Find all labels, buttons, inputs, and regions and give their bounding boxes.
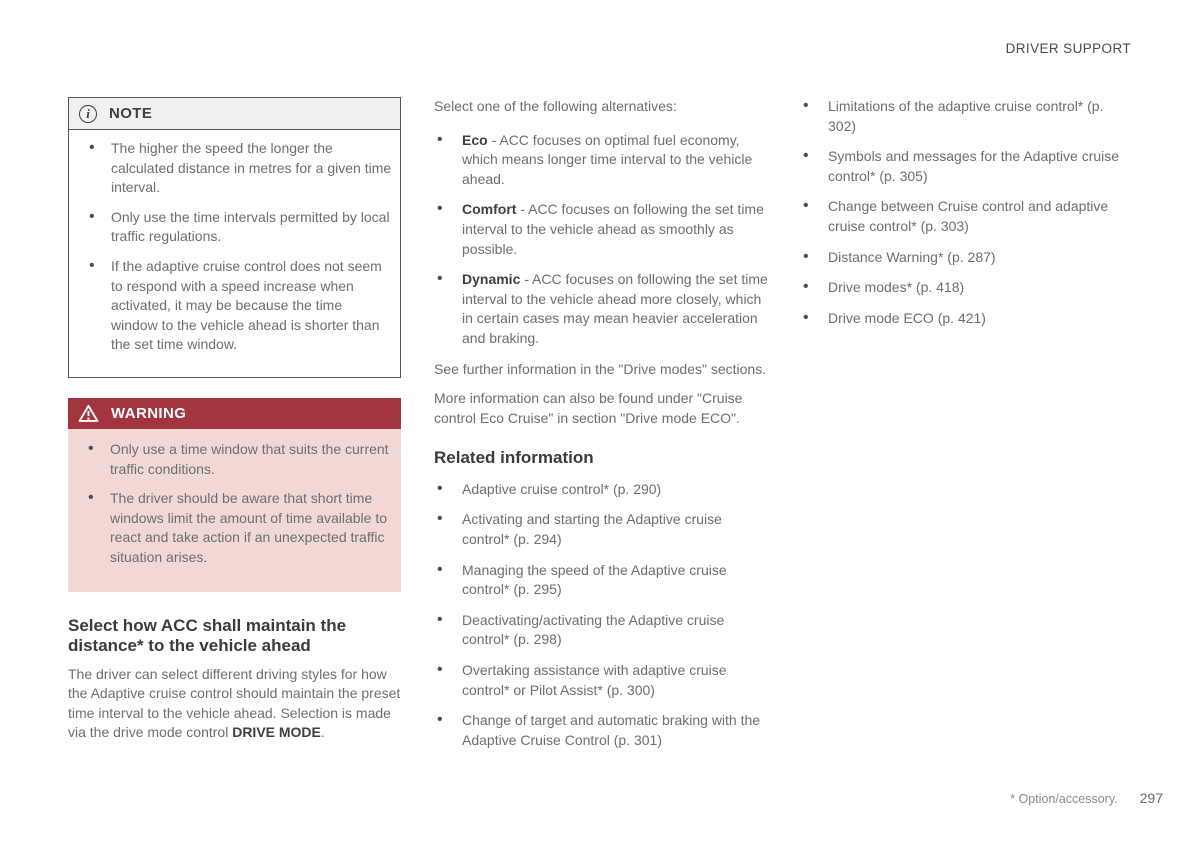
related-item: • Drive modes* (p. 418) [800, 278, 1134, 298]
note-item: • Only use the time intervals permitted by local traffic regulations. [69, 208, 392, 247]
note-box-header [69, 98, 400, 130]
warning-triangle-icon [78, 404, 99, 423]
related-list [434, 476, 771, 751]
section-paragraph [68, 665, 401, 743]
related-information-heading: Related information [434, 448, 594, 468]
warning-box-body [68, 429, 401, 592]
info-paragraph: More information can also be found under "Cruise control Eco Cruise" in section "Drive mode ECO". [434, 390, 743, 426]
alternatives-list [434, 127, 771, 349]
related-item: • Distance Warning* (p. 287) [800, 248, 1134, 268]
related-item: • Symbols and messages for the Adaptive cruise control* (p. 305) [800, 147, 1134, 186]
alternatives-intro: Select one of the following alternatives: [434, 98, 677, 114]
alternative-item [434, 270, 771, 348]
section-paragraph-text: The driver can select different driving styles for how the Adaptive cruise control should maintain the preset time interval to the vehicle ahead. Selection is made via the drive mode control [68, 665, 401, 741]
warning-item: • Only use a time window that suits the current traffic conditions. [68, 440, 393, 479]
related-item: • Overtaking assistance with adaptive cruise control* or Pilot Assist* (p. 300) [434, 661, 771, 700]
alternative-desc: - ACC focuses on following the set time interval to the vehicle ahead more closely, which in certain cases may mean heavier acceleration and braking. [462, 271, 768, 346]
warning-box-title: WARNING [111, 404, 187, 422]
related-item: • Adaptive cruise control* (p. 290) [434, 480, 771, 500]
related-list-continued [800, 97, 1134, 328]
note-box-title: NOTE [109, 104, 153, 122]
section-heading: Select how ACC shall maintain the distance* to the vehicle ahead [68, 615, 347, 655]
info-icon: i [79, 105, 97, 123]
page-footer [1010, 790, 1163, 806]
alternative-term: Eco [462, 131, 488, 148]
info-paragraph: See further information in the "Drive modes" sections. [434, 360, 767, 377]
related-item: • Deactivating/activating the Adaptive cruise control* (p. 298) [434, 611, 771, 650]
running-header: DRIVER SUPPORT [1005, 41, 1131, 56]
middle-column [434, 97, 771, 761]
alternative-desc: - ACC focuses on optimal fuel economy, which means longer time interval to the vehicle ahead. [462, 131, 753, 187]
note-item: • If the adaptive cruise control does not seem to respond with a speed increase when activated, it may be because the time window to the vehicle ahead is shorter than the set time window. [69, 257, 392, 355]
alternative-item [434, 131, 771, 190]
warning-item: • The driver should be aware that short time windows limit the amount of time available to react and take action if an unexpected traffic situation arises. [68, 489, 393, 567]
related-item: • Change between Cruise control and adaptive cruise control* (p. 303) [800, 197, 1134, 236]
alternative-term: Dynamic [462, 271, 521, 288]
warning-box [68, 398, 401, 592]
section-paragraph-end: . [320, 724, 325, 741]
alternative-desc: - ACC focuses on following the set time interval to the vehicle ahead as smoothly as possible. [462, 201, 764, 257]
related-item: • Drive mode ECO (p. 421) [800, 309, 1134, 329]
warning-list [68, 429, 401, 592]
warning-box-header [68, 398, 401, 429]
left-column [68, 97, 401, 753]
related-item: • Activating and starting the Adaptive cruise control* (p. 294) [434, 510, 771, 549]
related-item: • Limitations of the adaptive cruise control* (p. 302) [800, 97, 1134, 136]
alternative-term: Comfort [462, 201, 517, 218]
note-box [68, 97, 401, 378]
related-item: • Managing the speed of the Adaptive cruise control* (p. 295) [434, 561, 771, 600]
page-number: 297 [1139, 790, 1163, 806]
note-list [69, 130, 400, 377]
right-column [800, 97, 1134, 339]
drive-mode-label: DRIVE MODE [232, 724, 321, 741]
option-accessory-footnote: * Option/accessory. [1010, 792, 1118, 806]
alternative-item [434, 200, 771, 259]
note-item: • The higher the speed the longer the calculated distance in metres for a given time interval. [69, 139, 392, 198]
related-item: • Change of target and automatic braking with the Adaptive Cruise Control (p. 301) [434, 711, 771, 750]
